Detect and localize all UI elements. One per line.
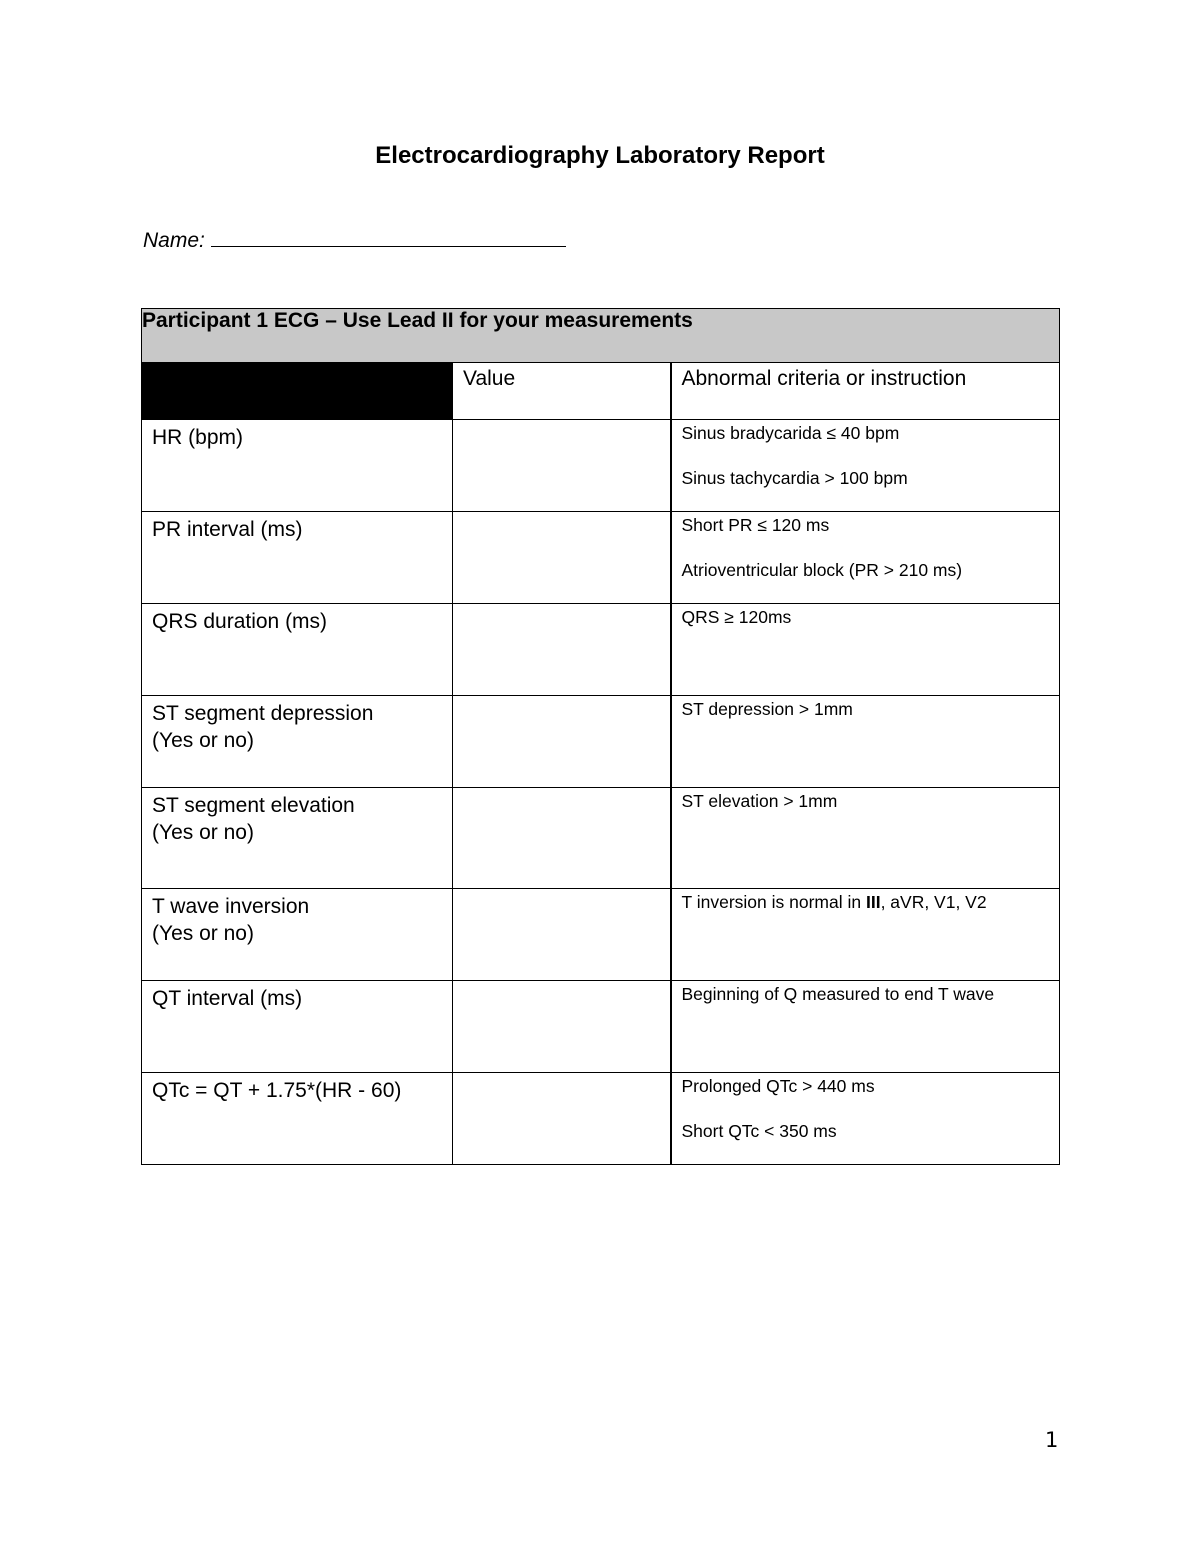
- criteria-cell: [671, 604, 1060, 696]
- table-row-st-depression: [142, 696, 1060, 788]
- column-header-value: Value: [453, 363, 671, 420]
- criteria-text: QRS ≥ 120ms: [681, 607, 792, 627]
- value-cell[interactable]: [453, 1073, 671, 1165]
- criteria-cell: [671, 889, 1060, 981]
- row-label-text: PR interval (ms): [152, 518, 303, 541]
- column-header-criteria: Abnormal criteria or instruction: [671, 363, 1060, 420]
- criteria-text: ST elevation > 1mm: [681, 791, 838, 811]
- row-label-text: T wave inversion: [152, 895, 310, 918]
- criteria-cell: [671, 696, 1060, 788]
- row-label: [142, 1073, 453, 1165]
- criteria-text: ST depression > 1mm: [681, 699, 853, 719]
- criteria-text: Atrioventricular block (PR > 210 ms): [681, 560, 963, 580]
- value-cell[interactable]: [453, 512, 671, 604]
- row-label: [142, 420, 453, 512]
- row-label: [142, 604, 453, 696]
- column-header-row: [142, 363, 1060, 420]
- criteria-text: Beginning of Q measured to end T wave: [681, 984, 995, 1004]
- row-label: [142, 889, 453, 981]
- value-cell[interactable]: [453, 696, 671, 788]
- criteria-cell: [671, 512, 1060, 604]
- table-row-qrs: [142, 604, 1060, 696]
- name-blank-line[interactable]: [211, 228, 566, 247]
- criteria-cell: [671, 420, 1060, 512]
- table-row-st-elevation: [142, 788, 1060, 889]
- table-row-hr: [142, 420, 1060, 512]
- value-cell[interactable]: [453, 604, 671, 696]
- criteria-text: Sinus bradycarida ≤ 40 bpm: [681, 423, 900, 443]
- row-label: [142, 696, 453, 788]
- page-number: 1: [1045, 1428, 1059, 1452]
- table-row-t-wave: [142, 889, 1060, 981]
- row-label-subtext: (Yes or no): [152, 729, 254, 752]
- row-label-text: HR (bpm): [152, 426, 244, 449]
- name-label: Name:: [143, 229, 205, 252]
- row-label-text: ST segment depression: [152, 702, 374, 725]
- criteria-text-part: , aVR, V1, V2: [880, 892, 987, 912]
- criteria-text: Prolonged QTc > 440 ms: [681, 1076, 875, 1096]
- table-row-qt: [142, 981, 1060, 1073]
- table-title: Participant 1 ECG – Use Lead II for your measurements: [142, 309, 1060, 363]
- value-cell[interactable]: [453, 889, 671, 981]
- row-label: [142, 512, 453, 604]
- criteria-cell: [671, 1073, 1060, 1165]
- criteria-text: [682, 892, 1050, 913]
- table-title-row: [142, 309, 1060, 363]
- name-field[interactable]: [143, 228, 566, 253]
- row-label-text: ST segment elevation: [152, 794, 355, 817]
- row-label: [142, 788, 453, 889]
- column-header-blank: [142, 363, 453, 420]
- criteria-text-bold: III: [865, 892, 881, 912]
- value-cell[interactable]: [453, 420, 671, 512]
- row-label-subtext: (Yes or no): [152, 922, 254, 945]
- table-row-pr: [142, 512, 1060, 604]
- criteria-cell: [671, 981, 1060, 1073]
- criteria-cell: [671, 788, 1060, 889]
- criteria-text: Sinus tachycardia > 100 bpm: [681, 468, 908, 488]
- table-row-qtc: [142, 1073, 1060, 1165]
- value-cell[interactable]: [453, 981, 671, 1073]
- row-label-text: QT interval (ms): [152, 987, 303, 1010]
- row-label-subtext: (Yes or no): [152, 821, 254, 844]
- criteria-text: Short PR ≤ 120 ms: [681, 515, 830, 535]
- row-label-text: QTc = QT + 1.75*(HR - 60): [152, 1079, 402, 1102]
- row-label-text: QRS duration (ms): [152, 610, 328, 633]
- ecg-measurements-table: [141, 308, 1060, 1165]
- criteria-text-part: T inversion is normal in: [681, 892, 866, 912]
- value-cell[interactable]: [453, 788, 671, 889]
- document-title: Electrocardiography Laboratory Report: [375, 142, 825, 169]
- row-label: [142, 981, 453, 1073]
- criteria-text: Short QTc < 350 ms: [681, 1121, 837, 1141]
